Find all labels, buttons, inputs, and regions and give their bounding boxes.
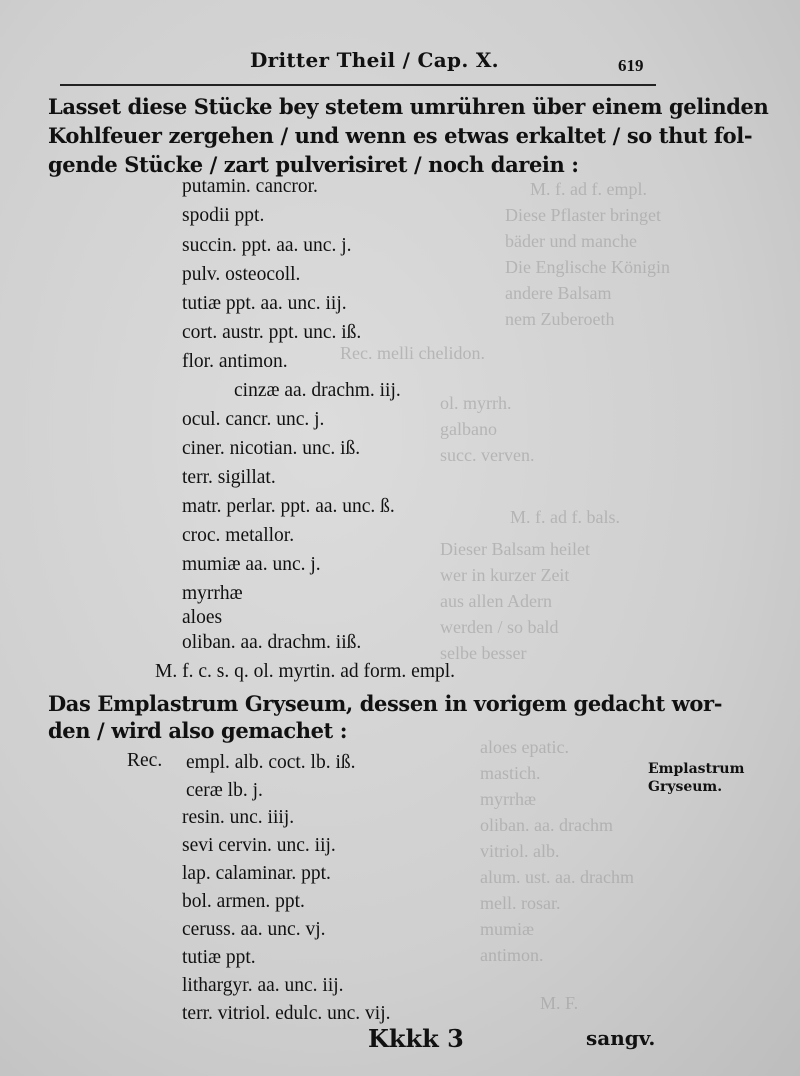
recipe-item: ceræ lb. j.: [186, 780, 263, 801]
ingredient-item: terr. sigillat.: [182, 467, 276, 488]
intro-line-3: gende Stücke / zart pulverisiret / noch darein :: [48, 152, 579, 177]
book-page: M. f. ad f. empl. Diese Pflaster bringet bäder und manche Die Englische Königin andere Balsam nem Zuberoeth Rec. melli chelidon. ol. myrrh. galbano succ. verven. M. f. ad f. bals. Dieser Balsam heilet wer in kurzer Zeit aus allen Adern werden / so bald selbe besser aloes epatic. mastich. myrrhæ oliban. aa. drachm vitriol. alb. alum. ust. aa. drachm mell. rosar. mumiæ antimon. M. F. Dritter Theil / Cap. X. 619 Lasset diese Stücke bey stetem umrühren über einem gelinden Kohlfeuer zergehen / und wenn es etwas erkaltet / so thut fol- gende Stücke / zart pulverisiret / noch darein : putamin. cancror. spodii ppt. succin. ppt. aa. unc. j. pulv. osteocoll. tutiæ ppt. aa. unc. iij. cort. austr. ppt. unc. iß. flor. antimon. cinzæ aa. drachm. iij. ocul. cancr. unc. j. ciner. nicotian. unc. iß. terr. sigillat. matr. perlar. ppt. aa. unc. ß. croc. metallor. mumiæ aa. unc. j. myrrhæ aloes oliban. aa. drachm. iiß. M. f. c. s. q. ol. myrtin. ad form. empl. Das Emplastrum Gryseum, dessen in vorigem gedacht wor- den / wird also gemachet : Rec. empl. alb. coct. lb. iß. ceræ lb. j. resin. unc. iiij. sevi cervin. unc. iij. lap. calaminar. ppt. bol. armen. ppt. ceruss. aa. unc. vj. tutiæ ppt. lithargyr. aa. unc. iij. terr. vitriol. edulc. unc. vij. Emplastrum Gryseum. Kkkk 3 sangv.: [0, 0, 800, 1076]
ingredient-item: mumiæ aa. unc. j.: [182, 554, 321, 575]
margin-note-line: Gryseum.: [648, 779, 723, 795]
recipe-item: lithargyr. aa. unc. iij.: [182, 975, 344, 996]
ingredient-item: flor. antimon.: [182, 351, 288, 372]
intro-line-2: Kohlfeuer zergehen / und wenn es etwas erkaltet / so thut fol-: [48, 123, 753, 148]
recipe-item: tutiæ ppt.: [182, 947, 256, 968]
recipe-item: ceruss. aa. unc. vj.: [182, 919, 326, 940]
recipe-item: bol. armen. ppt.: [182, 891, 305, 912]
ingredient-item: putamin. cancror.: [182, 176, 318, 197]
page-header: [230, 42, 650, 76]
rec-label: Rec.: [127, 750, 163, 771]
intro-line-1: Lasset diese Stücke bey stetem umrühren über einem gelinden: [48, 94, 769, 119]
page-number: 619: [618, 56, 644, 75]
ingredient-item: pulv. osteocoll.: [182, 264, 301, 285]
ingredient-item: aloes: [182, 607, 223, 628]
formula-line: M. f. c. s. q. ol. myrtin. ad form. empl.: [155, 661, 456, 682]
ingredient-item: cort. austr. ppt. unc. iß.: [182, 322, 362, 343]
ingredient-item: croc. metallor.: [182, 525, 295, 546]
ingredient-item: spodii ppt.: [182, 205, 265, 226]
ingredient-item: matr. perlar. ppt. aa. unc. ß.: [182, 496, 395, 517]
ingredient-item: ciner. nicotian. unc. iß.: [182, 438, 361, 459]
recipe-item: lap. calaminar. ppt.: [182, 863, 331, 884]
ingredient-item: tutiæ ppt. aa. unc. iij.: [182, 293, 347, 314]
ingredient-item: succin. ppt. aa. unc. j.: [182, 235, 352, 256]
running-head: Dritter Theil / Cap. X.: [250, 48, 499, 72]
section-line-1: Das Emplastrum Gryseum, dessen in vorigem gedacht wor-: [48, 691, 723, 716]
recipe-item: sevi cervin. unc. iij.: [182, 835, 336, 856]
recipe-item: resin. unc. iiij.: [182, 807, 295, 828]
catchword: sangv.: [586, 1026, 656, 1050]
signature-mark: Kkkk 3: [368, 1024, 464, 1053]
margin-note-line: Emplastrum: [648, 761, 745, 777]
recipe-item: terr. vitriol. edulc. unc. vij.: [182, 1003, 391, 1024]
section-line-2: den / wird also gemachet :: [48, 718, 348, 743]
margin-note: [648, 760, 744, 796]
ingredient-item: myrrhæ: [182, 583, 243, 604]
ingredient-item: ocul. cancr. unc. j.: [182, 409, 325, 430]
header-rule: [60, 84, 656, 86]
ingredient-item: cinzæ aa. drachm. iij.: [234, 380, 401, 401]
recipe-item: empl. alb. coct. lb. iß.: [186, 752, 356, 773]
ingredient-item: oliban. aa. drachm. iiß.: [182, 632, 362, 653]
